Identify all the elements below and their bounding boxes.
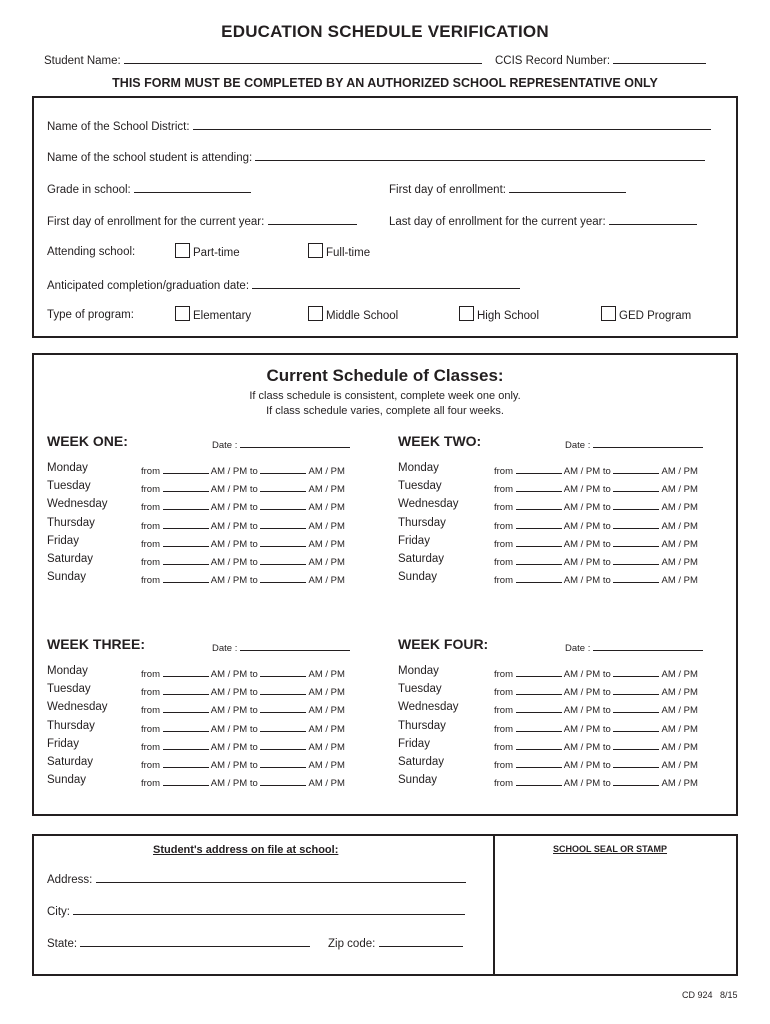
- grade-field[interactable]: [134, 182, 251, 193]
- end-time-field[interactable]: [613, 703, 659, 713]
- day-label: Saturday: [398, 553, 445, 565]
- ged-checkbox[interactable]: [601, 306, 616, 321]
- time-row: [494, 667, 698, 680]
- ampm-label: AM / PM: [661, 778, 698, 790]
- ampm-to-label: AM / PM to: [563, 705, 611, 717]
- school-label: Name of the school student is attending:: [47, 152, 253, 164]
- start-time-field[interactable]: [516, 464, 562, 474]
- from-label: from: [494, 741, 513, 753]
- zip-label: Zip code:: [328, 938, 376, 950]
- end-time-field[interactable]: [260, 776, 306, 786]
- ampm-to-label: AM / PM to: [210, 575, 258, 587]
- ampm-to-label: AM / PM to: [210, 687, 258, 699]
- from-label: from: [141, 575, 160, 587]
- day-label: Wednesday: [398, 701, 459, 714]
- time-row: [494, 703, 698, 716]
- time-row: [494, 464, 698, 477]
- from-label: from: [494, 502, 513, 514]
- seal-box: [493, 834, 738, 976]
- date-label: Date :: [212, 440, 238, 451]
- time-row: [141, 537, 345, 550]
- day-label: Sunday: [398, 571, 438, 584]
- zip-field[interactable]: [379, 936, 463, 947]
- ampm-to-label: AM / PM to: [210, 466, 258, 477]
- end-time-field[interactable]: [260, 482, 306, 492]
- last-day-current-label: Last day of enrollment for the current year:: [389, 216, 606, 228]
- end-time-field[interactable]: [613, 537, 659, 547]
- ccis-field[interactable]: [613, 53, 706, 64]
- start-time-field[interactable]: [163, 555, 209, 565]
- from-label: from: [141, 520, 160, 532]
- day-label: Wednesday: [47, 701, 108, 714]
- district-label: Name of the School District:: [47, 121, 190, 133]
- elementary-label: Elementary: [193, 310, 252, 322]
- day-label: Thursday: [398, 516, 446, 529]
- ampm-label: AM / PM: [308, 760, 345, 771]
- end-time-field[interactable]: [613, 500, 659, 510]
- week-four-date-field[interactable]: [593, 641, 703, 651]
- ampm-to-label: AM / PM to: [210, 538, 258, 550]
- ampm-to-label: AM / PM to: [210, 741, 258, 753]
- time-row: [494, 722, 698, 735]
- form-id-footer: [682, 990, 738, 1000]
- end-time-field[interactable]: [260, 573, 306, 583]
- middle-school-label: Middle School: [326, 310, 399, 322]
- start-time-field[interactable]: [516, 758, 562, 768]
- district-field[interactable]: [193, 119, 711, 130]
- day-label: Sunday: [47, 774, 87, 787]
- start-time-field[interactable]: [516, 703, 562, 713]
- authorization-notice: THIS FORM MUST BE COMPLETED BY AN AUTHORIZED SCHOOL REPRESENTATIVE ONLY: [112, 76, 658, 90]
- ampm-label: AM / PM: [661, 575, 698, 587]
- end-time-field[interactable]: [613, 722, 659, 732]
- ampm-label: AM / PM: [661, 466, 698, 477]
- first-day-label: First day of enrollment:: [389, 184, 506, 196]
- ampm-to-label: AM / PM to: [563, 760, 611, 771]
- from-label: from: [494, 575, 513, 587]
- first-day-row: [389, 182, 626, 196]
- end-time-field[interactable]: [260, 464, 306, 474]
- end-time-field[interactable]: [260, 722, 306, 732]
- time-row: [141, 722, 345, 735]
- ampm-label: AM / PM: [308, 484, 345, 496]
- day-label: Tuesday: [47, 480, 91, 493]
- time-row: [494, 482, 698, 495]
- schedule-note-varies: If class schedule varies, complete all four weeks.: [266, 405, 504, 417]
- zip-row: [328, 936, 463, 950]
- day-label: Thursday: [47, 719, 95, 732]
- day-label: Friday: [47, 737, 79, 750]
- start-time-field[interactable]: [163, 722, 209, 732]
- from-label: from: [494, 538, 513, 550]
- day-label: Sunday: [398, 774, 438, 787]
- full-time-checkbox[interactable]: [308, 243, 323, 258]
- ampm-to-label: AM / PM to: [210, 778, 258, 790]
- seal-label: SCHOOL SEAL OR STAMP: [553, 844, 668, 854]
- start-time-field[interactable]: [163, 573, 209, 583]
- full-time-option[interactable]: [308, 243, 370, 259]
- end-time-field[interactable]: [613, 482, 659, 492]
- state-row: [47, 936, 310, 950]
- end-time-field[interactable]: [260, 740, 306, 750]
- from-label: from: [494, 687, 513, 699]
- ampm-label: AM / PM: [661, 502, 698, 514]
- time-row: [494, 537, 698, 550]
- week-three-date-field[interactable]: [240, 641, 350, 651]
- from-label: from: [141, 723, 160, 735]
- program-option-ged[interactable]: [601, 306, 691, 322]
- ampm-to-label: AM / PM to: [563, 687, 611, 699]
- from-label: from: [494, 466, 513, 477]
- from-label: from: [141, 760, 160, 771]
- time-row: [141, 519, 345, 532]
- start-time-field[interactable]: [516, 537, 562, 547]
- part-time-checkbox[interactable]: [175, 243, 190, 258]
- week-two-date-row: [565, 438, 703, 451]
- program-option-middle-school[interactable]: [308, 306, 398, 322]
- form-id: CD 924: [682, 990, 713, 1000]
- ccis-label: CCIS Record Number:: [495, 55, 611, 67]
- start-time-field[interactable]: [163, 482, 209, 492]
- from-label: from: [141, 705, 160, 717]
- ged-label: GED Program: [619, 310, 692, 322]
- form-title: EDUCATION SCHEDULE VERIFICATION: [221, 22, 549, 41]
- part-time-label: Part-time: [193, 247, 240, 259]
- from-label: from: [141, 538, 160, 550]
- first-day-current-field[interactable]: [268, 214, 357, 225]
- day-label: Friday: [47, 534, 79, 547]
- attending-label: Attending school:: [47, 246, 136, 258]
- start-time-field[interactable]: [516, 500, 562, 510]
- ampm-label: AM / PM: [661, 484, 698, 496]
- time-row: [141, 500, 345, 513]
- start-time-field[interactable]: [163, 464, 209, 474]
- ampm-label: AM / PM: [661, 538, 698, 550]
- completion-row: [47, 278, 520, 292]
- end-time-field[interactable]: [613, 519, 659, 529]
- ampm-to-label: AM / PM to: [563, 484, 611, 496]
- start-time-field[interactable]: [516, 685, 562, 695]
- ampm-label: AM / PM: [661, 669, 698, 680]
- day-label: Wednesday: [47, 498, 108, 511]
- school-field[interactable]: [255, 150, 705, 161]
- ampm-label: AM / PM: [308, 538, 345, 550]
- ampm-label: AM / PM: [661, 741, 698, 753]
- ampm-to-label: AM / PM to: [210, 502, 258, 514]
- time-row: [141, 776, 345, 789]
- ampm-to-label: AM / PM to: [210, 723, 258, 735]
- day-label: Friday: [398, 737, 430, 750]
- day-label: Thursday: [47, 516, 95, 529]
- day-label: Saturday: [47, 553, 94, 565]
- start-time-field[interactable]: [516, 519, 562, 529]
- ampm-to-label: AM / PM to: [563, 723, 611, 735]
- time-row: [494, 555, 698, 568]
- end-time-field[interactable]: [260, 667, 306, 677]
- ampm-to-label: AM / PM to: [563, 575, 611, 587]
- last-day-current-row: [389, 214, 697, 228]
- ampm-to-label: AM / PM to: [563, 741, 611, 753]
- first-day-current-label: First day of enrollment for the current year:: [47, 216, 265, 228]
- start-time-field[interactable]: [163, 776, 209, 786]
- time-row: [141, 703, 345, 716]
- week-three-heading: WEEK THREE:: [47, 636, 145, 652]
- start-time-field[interactable]: [516, 740, 562, 750]
- ampm-label: AM / PM: [308, 778, 345, 790]
- start-time-field[interactable]: [516, 573, 562, 583]
- week-one-heading: WEEK ONE:: [47, 433, 128, 449]
- ampm-label: AM / PM: [308, 687, 345, 699]
- from-label: from: [494, 557, 513, 568]
- part-time-option[interactable]: [175, 243, 240, 259]
- ampm-label: AM / PM: [661, 760, 698, 771]
- time-row: [494, 500, 698, 513]
- ampm-label: AM / PM: [308, 669, 345, 680]
- end-time-field[interactable]: [613, 740, 659, 750]
- end-time-field[interactable]: [260, 703, 306, 713]
- from-label: from: [141, 778, 160, 790]
- from-label: from: [141, 687, 160, 699]
- start-time-field[interactable]: [163, 667, 209, 677]
- ampm-to-label: AM / PM to: [210, 705, 258, 717]
- time-row: [494, 740, 698, 753]
- end-time-field[interactable]: [613, 667, 659, 677]
- from-label: from: [141, 466, 160, 477]
- time-row: [141, 758, 345, 771]
- week-four-date-row: [565, 641, 703, 654]
- ampm-label: AM / PM: [661, 520, 698, 532]
- time-row: [494, 776, 698, 789]
- start-time-field[interactable]: [163, 740, 209, 750]
- time-row: [141, 685, 345, 698]
- first-day-field[interactable]: [509, 182, 626, 193]
- end-time-field[interactable]: [260, 685, 306, 695]
- time-row: [494, 519, 698, 532]
- address-heading: Student's address on file at school:: [153, 844, 339, 856]
- school-row: [47, 150, 705, 164]
- week-one-date-row: [212, 438, 350, 451]
- day-label: Monday: [47, 462, 88, 474]
- from-label: from: [141, 741, 160, 753]
- start-time-field[interactable]: [163, 758, 209, 768]
- ampm-label: AM / PM: [661, 723, 698, 735]
- ampm-label: AM / PM: [661, 557, 698, 568]
- date-label: Date :: [212, 643, 238, 654]
- end-time-field[interactable]: [260, 555, 306, 565]
- day-label: Tuesday: [47, 683, 91, 696]
- ampm-label: AM / PM: [308, 575, 345, 587]
- first-day-current-row: [47, 214, 357, 228]
- end-time-field[interactable]: [613, 573, 659, 583]
- from-label: from: [141, 669, 160, 680]
- address-field[interactable]: [96, 872, 466, 883]
- day-label: Tuesday: [398, 480, 442, 493]
- start-time-field[interactable]: [516, 776, 562, 786]
- ampm-label: AM / PM: [308, 723, 345, 735]
- end-time-field[interactable]: [260, 537, 306, 547]
- date-label: Date :: [565, 440, 591, 451]
- end-time-field[interactable]: [613, 464, 659, 474]
- time-row: [141, 573, 345, 586]
- from-label: from: [141, 557, 160, 568]
- day-label: Wednesday: [398, 498, 459, 511]
- ampm-to-label: AM / PM to: [563, 520, 611, 532]
- end-time-field[interactable]: [260, 758, 306, 768]
- time-row: [141, 464, 345, 477]
- ampm-to-label: AM / PM to: [210, 484, 258, 496]
- address-label: Address:: [47, 874, 93, 886]
- grade-row: [47, 182, 251, 196]
- schedule-title: Current Schedule of Classes:: [266, 366, 504, 385]
- city-field[interactable]: [73, 904, 465, 915]
- end-time-field[interactable]: [613, 555, 659, 565]
- time-row: [141, 555, 345, 568]
- from-label: from: [141, 502, 160, 514]
- ampm-to-label: AM / PM to: [563, 778, 611, 790]
- ampm-to-label: AM / PM to: [563, 502, 611, 514]
- district-row: [47, 119, 711, 133]
- from-label: from: [141, 484, 160, 496]
- state-label: State:: [47, 938, 78, 950]
- week-two-heading: WEEK TWO:: [398, 433, 482, 449]
- student-name-row: [44, 53, 482, 67]
- student-name-field[interactable]: [124, 53, 482, 64]
- city-label: City:: [47, 906, 70, 918]
- from-label: from: [494, 723, 513, 735]
- start-time-field[interactable]: [163, 537, 209, 547]
- week-two-date-field[interactable]: [593, 438, 703, 448]
- elementary-checkbox[interactable]: [175, 306, 190, 321]
- ampm-label: AM / PM: [308, 520, 345, 532]
- from-label: from: [494, 484, 513, 496]
- city-row: [47, 904, 465, 918]
- high-school-checkbox[interactable]: [459, 306, 474, 321]
- start-time-field[interactable]: [163, 703, 209, 713]
- ampm-to-label: AM / PM to: [563, 466, 611, 477]
- day-label: Sunday: [47, 571, 87, 584]
- start-time-field[interactable]: [163, 685, 209, 695]
- day-label: Monday: [398, 462, 439, 474]
- end-time-field[interactable]: [613, 758, 659, 768]
- last-day-current-field[interactable]: [609, 214, 697, 225]
- ampm-label: AM / PM: [661, 705, 698, 717]
- ampm-to-label: AM / PM to: [563, 669, 611, 680]
- time-row: [494, 758, 698, 771]
- ampm-label: AM / PM: [308, 466, 345, 477]
- start-time-field[interactable]: [163, 519, 209, 529]
- ampm-to-label: AM / PM to: [210, 557, 258, 568]
- schedule-note-consistent: If class schedule is consistent, complete week one only.: [249, 390, 521, 402]
- ampm-label: AM / PM: [308, 502, 345, 514]
- ampm-to-label: AM / PM to: [210, 669, 258, 680]
- ccis-row: [495, 53, 706, 67]
- day-label: Tuesday: [398, 683, 442, 696]
- week-one-date-field[interactable]: [240, 438, 350, 448]
- end-time-field[interactable]: [260, 500, 306, 510]
- end-time-field[interactable]: [613, 685, 659, 695]
- ampm-to-label: AM / PM to: [563, 538, 611, 550]
- start-time-field[interactable]: [516, 555, 562, 565]
- from-label: from: [494, 669, 513, 680]
- ampm-to-label: AM / PM to: [210, 760, 258, 771]
- start-time-field[interactable]: [163, 500, 209, 510]
- ampm-label: AM / PM: [308, 705, 345, 717]
- form-revision: 8/15: [720, 990, 738, 1000]
- time-row: [494, 573, 698, 586]
- ampm-label: AM / PM: [308, 741, 345, 753]
- full-time-label: Full-time: [326, 247, 371, 259]
- from-label: from: [494, 760, 513, 771]
- day-label: Saturday: [47, 756, 94, 768]
- ampm-to-label: AM / PM to: [563, 557, 611, 568]
- time-row: [141, 482, 345, 495]
- time-row: [141, 667, 345, 680]
- completion-label: Anticipated completion/graduation date:: [47, 280, 250, 292]
- ampm-label: AM / PM: [308, 557, 345, 568]
- ampm-label: AM / PM: [661, 687, 698, 699]
- date-label: Date :: [565, 643, 591, 654]
- ampm-to-label: AM / PM to: [210, 520, 258, 532]
- start-time-field[interactable]: [516, 482, 562, 492]
- program-label: Type of program:: [47, 309, 134, 321]
- from-label: from: [494, 705, 513, 717]
- day-label: Saturday: [398, 756, 445, 768]
- grade-label: Grade in school:: [47, 184, 131, 196]
- high-school-label: High School: [477, 310, 540, 322]
- student-name-label: Student Name:: [44, 55, 121, 67]
- day-label: Friday: [398, 534, 430, 547]
- time-row: [494, 685, 698, 698]
- day-label: Monday: [47, 665, 88, 677]
- end-time-field[interactable]: [260, 519, 306, 529]
- start-time-field[interactable]: [516, 722, 562, 732]
- day-label: Monday: [398, 665, 439, 677]
- address-row: [47, 872, 466, 886]
- middle-school-checkbox[interactable]: [308, 306, 323, 321]
- program-option-elementary[interactable]: [175, 306, 251, 322]
- end-time-field[interactable]: [613, 776, 659, 786]
- state-field[interactable]: [80, 936, 310, 947]
- week-three-date-row: [212, 641, 350, 654]
- program-option-high-school[interactable]: [459, 306, 539, 322]
- start-time-field[interactable]: [516, 667, 562, 677]
- day-label: Thursday: [398, 719, 446, 732]
- week-four-heading: WEEK FOUR:: [398, 636, 489, 652]
- completion-field[interactable]: [252, 278, 520, 289]
- from-label: from: [494, 778, 513, 790]
- from-label: from: [494, 520, 513, 532]
- time-row: [141, 740, 345, 753]
